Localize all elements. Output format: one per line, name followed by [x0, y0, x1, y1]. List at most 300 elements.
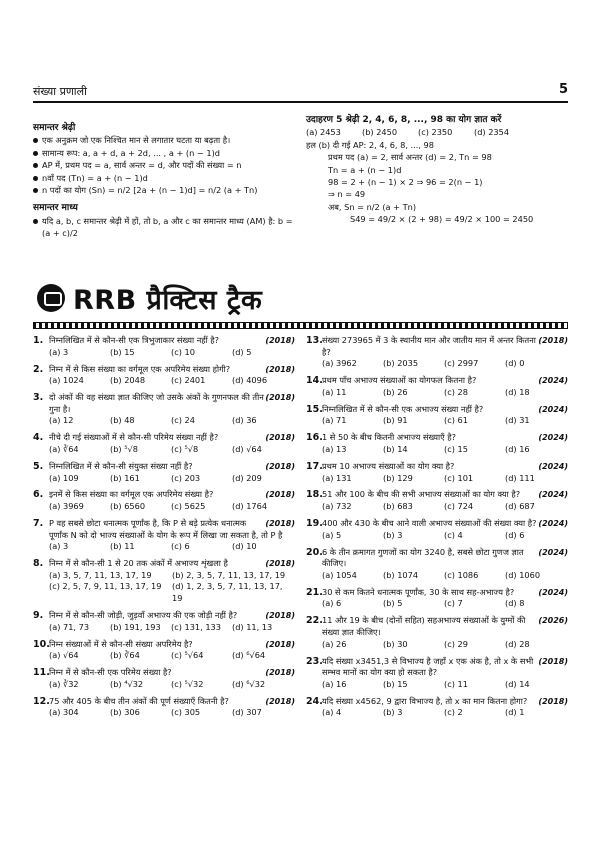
option: (c) 7	[444, 598, 463, 609]
question-number: 5.	[33, 460, 44, 472]
question-text-body: P वह सबसे छोटा धनात्मक पूर्णांक है, कि P से बड़े प्रत्येक धनात्मक पूर्णांक N को दो भाज्य संख्याओं के योग के रूप में लिखा जा सकता है, तो P है	[49, 518, 283, 540]
question	[306, 404, 568, 427]
option: (a) 3	[49, 346, 69, 357]
question-text-body: 6 के तीन क्रमागत गुणजों का योग 3240 है, सबसे छोटा गुणज ज्ञात कीजिए।	[322, 546, 524, 569]
question-number: 24.	[306, 695, 323, 707]
option: (a) 3962	[322, 358, 357, 369]
option: (b) 3	[383, 707, 403, 718]
question-stem	[306, 432, 568, 444]
option: (d) 16	[505, 443, 530, 454]
option: (a) 109	[49, 472, 79, 483]
question-text-body: निम्नलिखित में से कौन-सी संयुक्त संख्या नहीं है?	[49, 460, 193, 471]
question-options	[33, 541, 295, 553]
option: (b) 5	[383, 598, 403, 609]
option: (b) ⁵√8	[110, 443, 138, 454]
option: (d) 10	[232, 541, 257, 552]
question-options	[33, 347, 295, 359]
question-stem	[306, 489, 568, 501]
question-text	[322, 461, 568, 473]
option: (d) 14	[505, 678, 530, 689]
option: (a) 304	[49, 707, 79, 718]
option: (b) 2, 3, 5, 7, 11, 13, 17, 19	[172, 569, 286, 580]
question-year: (2024)	[538, 490, 568, 500]
question-text-body: 75 और 405 के बीच तीन अंकों की पूर्ण संख्याएँ कितनी है?	[49, 695, 229, 706]
question	[306, 375, 568, 398]
question-number: 19.	[306, 518, 323, 530]
option: (b) 683	[383, 501, 413, 512]
question-number: 20.	[306, 546, 323, 558]
question-options	[33, 444, 295, 456]
option: (b) 14	[383, 443, 408, 454]
question-year: (2018)	[265, 336, 295, 345]
option: (c) 724	[444, 501, 474, 512]
option: (b) 306	[110, 707, 140, 718]
question-year: (2024)	[538, 433, 568, 443]
question-text-body: 400 और 430 के बीच आने वाली अभाज्य संख्याओं की संख्या क्या है?	[322, 518, 537, 529]
option: (d) 5	[232, 346, 252, 357]
question-stem	[306, 587, 568, 599]
option: (c) 1086	[444, 569, 479, 580]
question-number: 1.	[33, 335, 44, 346]
question-text	[49, 610, 295, 622]
question-text	[49, 335, 295, 347]
question-number: 7.	[33, 518, 44, 530]
question-number: 16.	[306, 432, 323, 444]
am-point: यदि a, b, c समान्तर श्रेढ़ी में हों, तो b, a और c का समान्तर माध्य (AM) है: b = (a + c)/2	[33, 215, 295, 240]
question-options	[33, 650, 295, 662]
question-options	[306, 358, 568, 370]
question-stem	[306, 656, 568, 679]
question-text-body: निम्न में से किस संख्या का वर्गमूल एक अपरिमेय संख्या होगी?	[49, 363, 231, 374]
option: (d) 36	[232, 415, 257, 426]
question-options	[33, 415, 295, 427]
question-number: 17.	[306, 460, 323, 472]
question-year: (2018)	[538, 336, 568, 345]
question-text	[49, 461, 295, 473]
option: (d) 18	[505, 386, 530, 397]
option: (a) 3, 5, 7, 11, 13, 17, 19	[49, 569, 152, 580]
option: (a) 3969	[49, 501, 84, 512]
option: (a) 71, 73	[49, 621, 90, 632]
question	[306, 547, 568, 582]
question-year: (2018)	[265, 696, 295, 706]
question-options	[306, 387, 568, 399]
question-stem	[306, 518, 568, 530]
question-text	[322, 404, 568, 416]
option: (b) 26	[383, 386, 408, 397]
question-text	[49, 489, 295, 501]
solution-line: 98 = 2 + (n − 1) × 2 ⇒ 96 = 2(n − 1)	[328, 177, 483, 188]
option: (b) 30	[383, 638, 408, 649]
question-text-body: इनमें से किस संख्या का वर्गमूल एक अपरिमेय संख्या है?	[49, 489, 214, 500]
example-options	[306, 126, 568, 138]
option: (d) 1, 2, 3, 5, 7, 11, 13, 17, 19	[172, 581, 283, 604]
question-stem	[33, 667, 295, 679]
question-year: (2024)	[538, 461, 568, 471]
example-option: (d) 2354	[474, 127, 510, 138]
question-options	[306, 707, 568, 719]
question-options	[33, 375, 295, 387]
question	[33, 667, 295, 690]
option: (c) 101	[444, 472, 474, 483]
question-stem	[306, 547, 568, 570]
option: (d) 11, 13	[232, 621, 273, 632]
option: (c) 2, 5, 7, 9, 11, 13, 17, 19	[49, 581, 162, 592]
header-rule	[33, 101, 568, 103]
question-text	[322, 518, 568, 530]
question-options	[306, 598, 568, 610]
question-year: (2024)	[538, 587, 568, 597]
option: (d) 687	[505, 501, 535, 512]
question-options	[306, 639, 568, 651]
option: (c) 203	[171, 472, 201, 483]
question	[306, 696, 568, 719]
question-text	[49, 696, 295, 708]
question-text-body: 11 और 19 के बीच (दोनों सहित) सहअभाज्य संख्याओं के युग्मों की संख्या ज्ञात कीजिए।	[322, 615, 526, 637]
ap-point: nवाँ पद (Tn) = a + (n − 1)d	[33, 172, 295, 184]
ap-point: AP में, प्रथम पद = a, सार्व अन्तर = d, और पदों की संख्या = n	[33, 159, 295, 171]
question-text-body: 51 और 100 के बीच की सभी अभाज्य संख्याओं का योग क्या है?	[322, 489, 521, 500]
question-text-body: निम्नलिखित में से कौन-सी एक त्रिभुजाकार संख्या नहीं है?	[49, 335, 220, 345]
question-number: 12.	[33, 695, 50, 707]
ap-point: एक अनुक्रम जो एक निश्चित मान से लगातार घटता या बढ़ता है।	[33, 134, 295, 146]
ap-point: n पदों का योग (Sn) = n/2 [2a + (n − 1)d] = n/2 (a + Tn)	[33, 184, 295, 196]
question-number: 6.	[33, 489, 44, 501]
solution-line: हल (b) दी गई AP: 2, 4, 6, 8, ..., 98	[306, 139, 434, 150]
option: (c) 24	[171, 415, 195, 426]
question	[33, 639, 295, 662]
question-options	[306, 570, 568, 582]
option: (d) 209	[232, 472, 262, 483]
option: (a) 71	[322, 415, 347, 426]
question-text-body: संख्या 273965 में 3 के स्थानीय मान और जातीय मान में अन्तर कितना है?	[322, 335, 536, 357]
question-stem	[33, 364, 295, 376]
question-number: 10.	[33, 638, 50, 650]
ap-point: सामान्य रूप: a, a + d, a + 2d, ... , a + (n − 1)d	[33, 147, 295, 159]
question-text	[49, 364, 295, 376]
option: (d) 1	[505, 707, 525, 718]
question-text-body: 30 से कम कितने धनात्मक पूर्णांक, 30 के साथ सह-अभाज्य है?	[322, 586, 515, 597]
question	[306, 656, 568, 691]
question-number: 14.	[306, 375, 323, 387]
question-year: (2018)	[265, 433, 295, 443]
question	[306, 432, 568, 455]
question-text	[322, 656, 568, 679]
question-options	[33, 501, 295, 513]
question-text	[322, 547, 568, 570]
option: (b) 2035	[383, 358, 419, 369]
option: (a) 16	[322, 678, 347, 689]
question-stem	[306, 615, 568, 638]
option: (c) 11	[444, 678, 468, 689]
option: (c) 2997	[444, 358, 479, 369]
question-text-body: यदि संख्या x4562, 9 द्वारा विभाज्य है, तो x का मान कितना होगा?	[322, 695, 528, 706]
option: (c) ⁵√8	[171, 443, 199, 454]
question	[33, 364, 295, 387]
question-year: (2018)	[538, 656, 568, 666]
option: (b) 129	[383, 472, 413, 483]
question-stem	[33, 518, 295, 541]
question-number: 8.	[33, 558, 44, 570]
question-text	[49, 432, 295, 444]
page-number: 5	[558, 82, 568, 97]
question	[33, 489, 295, 512]
question-year: (2018)	[265, 490, 295, 500]
question-year: (2018)	[265, 639, 295, 649]
option: (a) ∛32	[49, 678, 79, 689]
option: (c) 131, 133	[171, 621, 221, 632]
option: (b) 2048	[110, 375, 146, 386]
question-stem	[306, 461, 568, 473]
solution-line: प्रथम पद (a) = 2, सार्व अन्तर (d) = 2, Tn = 98	[328, 152, 492, 163]
option: (d) 8	[505, 598, 525, 609]
question-text	[322, 696, 568, 708]
question-text-body: प्रथम पाँच अभाज्य संख्याओं का योगफल कितना है?	[322, 375, 477, 386]
question-options	[306, 473, 568, 485]
question	[306, 518, 568, 541]
option: (c) 305	[171, 707, 201, 718]
ap-heading: समान्तर श्रेढ़ी	[33, 123, 76, 133]
option: (a) 5	[322, 529, 342, 540]
question-options	[33, 570, 295, 605]
question	[33, 610, 295, 633]
option: (a) √64	[49, 650, 79, 661]
example-option: (b) 2450	[362, 127, 398, 138]
question-year: (2018)	[538, 696, 568, 706]
option: (b) 191, 193	[110, 621, 161, 632]
option: (c) 29	[444, 638, 468, 649]
question-stem	[33, 696, 295, 708]
option: (c) 2401	[171, 375, 206, 386]
question	[33, 461, 295, 484]
ap-points	[33, 134, 295, 196]
question-stem	[33, 392, 295, 415]
rail-track-divider	[33, 322, 568, 329]
question-text-body: निम्नलिखित में से कौन-सी एक अभाज्य संख्या नहीं है?	[322, 403, 484, 414]
question-options	[33, 707, 295, 719]
option: (c) ⁵√64	[171, 650, 204, 661]
option: (a) 26	[322, 638, 347, 649]
option: (d) √64	[232, 443, 262, 454]
question-number: 15.	[306, 403, 323, 415]
question-number: 22.	[306, 615, 323, 627]
option: (d) 111	[505, 472, 535, 483]
option: (b) 1074	[383, 569, 419, 580]
question-options	[306, 444, 568, 456]
question-year: (2024)	[538, 404, 568, 414]
question-number: 23.	[306, 655, 323, 667]
question-number: 2.	[33, 363, 44, 375]
question-stem	[306, 404, 568, 416]
theory-block	[33, 122, 295, 240]
question-text	[322, 375, 568, 387]
question-year: (2024)	[538, 547, 568, 557]
question-year: (2018)	[265, 364, 295, 374]
option: (c) ⁵√32	[171, 678, 204, 689]
example-option: (a) 2453	[306, 127, 341, 138]
option: (a) 131	[322, 472, 352, 483]
solution-line: अब, Sn = n/2 (a + Tn)	[328, 201, 417, 212]
question-number: 18.	[306, 489, 323, 501]
option: (d) 307	[232, 707, 262, 718]
question-number: 9.	[33, 610, 44, 621]
question-text-body: दो अंकों की वह संख्या ज्ञात कीजिए जो उसके अंकों के गुणनफल की तीन गुना है।	[49, 392, 264, 414]
question-text	[322, 587, 568, 599]
question-number: 11.	[33, 667, 50, 679]
question-options	[306, 679, 568, 691]
option: (d) 1060	[505, 569, 541, 580]
option: (d) 1764	[232, 501, 268, 512]
option: (a) 1054	[322, 569, 357, 580]
question	[33, 518, 295, 553]
question-text-body: नीचे दी गई संख्याओं में से कौन-सी परिमेय संख्या नहीं है?	[49, 432, 219, 443]
option: (a) 6	[322, 598, 342, 609]
option: (d) 31	[505, 415, 530, 426]
question-stem	[33, 432, 295, 444]
option: (a) 1024	[49, 375, 84, 386]
question-number: 21.	[306, 586, 323, 598]
question-text	[322, 432, 568, 444]
question	[306, 489, 568, 512]
option: (a) 13	[322, 443, 347, 454]
question-number: 4.	[33, 432, 44, 444]
question-text-body: यदि संख्या x3451,3 से विभाज्य है जहाँ x एक अंक है, तो x के सभी सम्भव मानों का योग क्या हो सकता है?	[322, 655, 534, 678]
option: (b) 48	[110, 415, 135, 426]
example-solution	[306, 139, 568, 226]
question-stem	[33, 639, 295, 651]
option: (d) 0	[505, 358, 525, 369]
question	[306, 461, 568, 484]
option: (c) 15	[444, 443, 468, 454]
question	[33, 432, 295, 455]
option: (c) 4	[444, 529, 463, 540]
question-options	[306, 501, 568, 513]
question	[33, 558, 295, 604]
page-header	[33, 84, 568, 102]
question-year: (2018)	[265, 611, 295, 620]
question-text-body: 1 से 50 के बीच कितनी अभाज्य संख्याएँ है?	[322, 432, 456, 443]
question-text	[49, 558, 295, 570]
example-option: (c) 2350	[418, 127, 453, 138]
option: (c) 10	[171, 346, 195, 357]
question-year: (2018)	[265, 559, 295, 569]
question-stem	[33, 335, 295, 347]
question-text	[322, 615, 568, 638]
question-number: 13.	[306, 335, 323, 346]
option: (d) ⁶√64	[232, 650, 266, 661]
question-text-body: निम्न में से कौन-सी 1 से 20 तक अंकों में अभाज्य शृंखला है	[49, 558, 228, 569]
option: (a) 12	[49, 415, 74, 426]
practice-banner	[33, 280, 568, 326]
question-year: (2018)	[265, 668, 295, 678]
question-year: (2018)	[265, 393, 295, 403]
option: (a) 732	[322, 501, 352, 512]
option: (b) 11	[110, 541, 135, 552]
question-year: (2024)	[538, 519, 568, 529]
train-icon	[37, 284, 65, 312]
question-text-body: निम्न में से कौन-सी जोड़ी, जुड़वाँ अभाज्य की एक जोड़ी नहीं है?	[49, 610, 238, 620]
option: (d) 28	[505, 638, 530, 649]
question-options	[306, 530, 568, 542]
chapter-title: संख्या प्रणाली	[33, 85, 87, 98]
option: (b) 3	[383, 529, 403, 540]
question-year: (2024)	[538, 376, 568, 386]
question-year: (2026)	[538, 616, 568, 626]
question-options	[306, 415, 568, 427]
example-block	[306, 114, 568, 226]
question	[306, 335, 568, 370]
question	[306, 587, 568, 610]
question-text	[49, 392, 295, 415]
option: (d) 4096	[232, 375, 268, 386]
option: (c) 61	[444, 415, 468, 426]
option: (c) 5625	[171, 501, 206, 512]
option: (a) 4	[322, 707, 342, 718]
option: (c) 6	[171, 541, 190, 552]
question	[306, 615, 568, 650]
option: (b) 15	[383, 678, 408, 689]
option: (b) ⁴√32	[110, 678, 144, 689]
questions-right-column	[306, 335, 568, 724]
solution-line: ⇒ n = 49	[328, 189, 366, 200]
question-options	[33, 679, 295, 691]
question-text	[49, 639, 295, 651]
solution-line: Tn = a + (n − 1)d	[328, 164, 402, 175]
am-heading: समान्तर माध्य	[33, 203, 78, 214]
question	[33, 392, 295, 427]
question-text-body: निम्न में से कौन-सी एक परिमेय संख्या है?	[49, 667, 172, 678]
option: (a) ∛64	[49, 443, 79, 454]
question-text	[49, 667, 295, 679]
example-title: उदाहरण 5 श्रेढ़ी 2, 4, 6, 8, ..., 98 का योग ज्ञात करें	[306, 115, 502, 125]
am-points	[33, 215, 295, 240]
option: (a) 3	[49, 541, 69, 552]
option: (b) 15	[110, 346, 135, 357]
option: (a) 11	[322, 386, 347, 397]
question-text	[322, 335, 568, 358]
option: (d) ⁶√32	[232, 678, 266, 689]
questions-left-column	[33, 335, 295, 724]
question-stem	[306, 696, 568, 708]
question-year: (2018)	[265, 461, 295, 471]
question-stem	[306, 375, 568, 387]
question	[33, 696, 295, 719]
question-year: (2018)	[265, 519, 295, 529]
option: (b) ∛64	[110, 650, 140, 661]
question-stem	[33, 461, 295, 473]
question-text-body: निम्न संख्याओं में से कौन-सी संख्या अपरिमेय है?	[49, 638, 193, 649]
solution-line: S49 = 49/2 × (2 + 98) = 49/2 × 100 = 2450	[350, 214, 534, 225]
question	[33, 335, 295, 358]
question-stem	[33, 489, 295, 501]
question-text	[322, 489, 568, 501]
question-options	[33, 473, 295, 485]
option: (d) 6	[505, 529, 525, 540]
option: (c) 28	[444, 386, 468, 397]
option: (b) 6560	[110, 501, 146, 512]
question-number: 3.	[33, 392, 44, 404]
banner-title: RRB प्रैक्टिस ट्रैक	[73, 285, 263, 316]
option: (c) 2	[444, 707, 463, 718]
question-stem	[33, 558, 295, 570]
question-stem	[306, 335, 568, 358]
question-stem	[33, 610, 295, 622]
option: (b) 91	[383, 415, 408, 426]
question-options	[33, 622, 295, 634]
option: (b) 161	[110, 472, 140, 483]
question-text	[49, 518, 295, 541]
question-text-body: प्रथम 10 अभाज्य संख्याओं का योग क्या है?	[322, 460, 455, 471]
